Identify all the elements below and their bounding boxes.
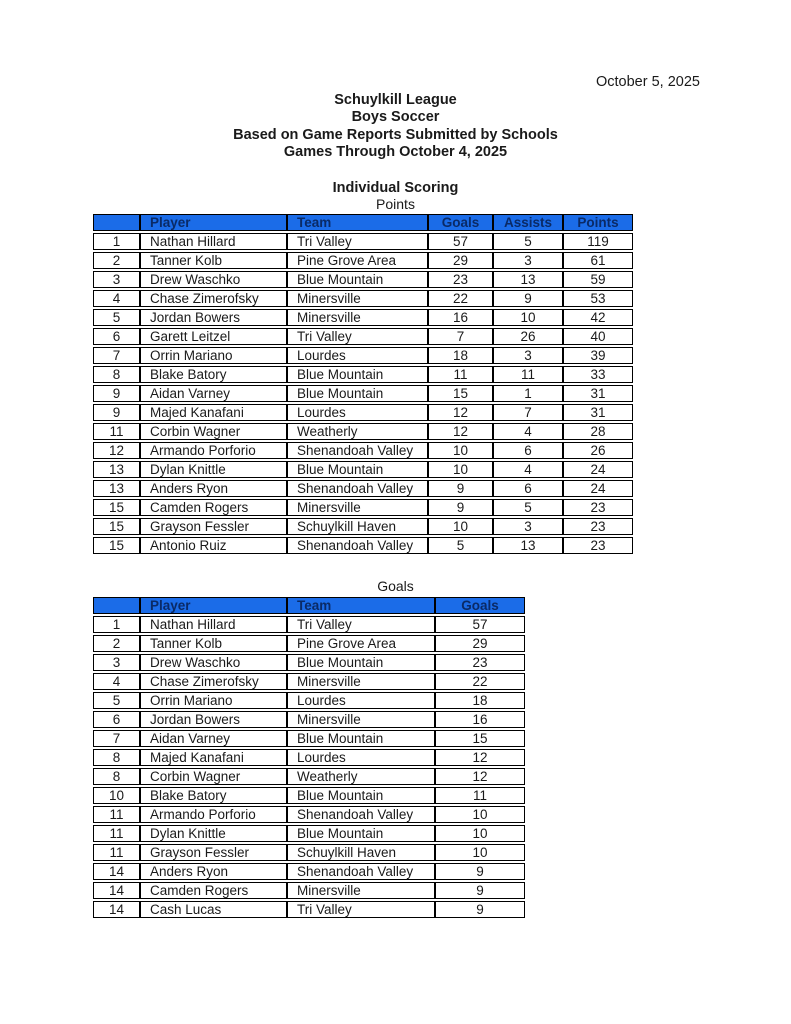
table-cell: Shenandoah Valley [287, 442, 428, 459]
table-cell: Drew Waschko [140, 271, 287, 288]
goals-table [93, 595, 525, 920]
table-row [93, 252, 633, 269]
table-cell: Dylan Knittle [140, 825, 287, 842]
table-cell: 3 [493, 518, 563, 535]
table-cell: 15 [93, 518, 140, 535]
table-cell: Shenandoah Valley [287, 863, 435, 880]
table-cell: Orrin Mariano [140, 692, 287, 709]
table-cell: 23 [563, 518, 633, 535]
table-cell: 9 [93, 404, 140, 421]
table-cell: 14 [93, 882, 140, 899]
report-date: October 5, 2025 [596, 74, 700, 90]
table-cell: Cash Lucas [140, 901, 287, 918]
table-cell: 11 [93, 423, 140, 440]
table-row [93, 844, 525, 861]
table-cell: Schuylkill Haven [287, 518, 428, 535]
table-row [93, 806, 525, 823]
table-cell: Majed Kanafani [140, 749, 287, 766]
points-table-subtitle: Points [376, 196, 415, 212]
table-cell: 6 [93, 711, 140, 728]
table-cell: 13 [493, 537, 563, 554]
table-cell: Tanner Kolb [140, 252, 287, 269]
table-cell: Blake Batory [140, 366, 287, 383]
table-row [93, 480, 633, 497]
table-cell: Pine Grove Area [287, 252, 428, 269]
table-cell: 5 [493, 499, 563, 516]
table-cell: 11 [435, 787, 525, 804]
table-cell: Minersville [287, 499, 428, 516]
table-cell: 4 [493, 423, 563, 440]
table-row [93, 233, 633, 250]
table-cell: 13 [493, 271, 563, 288]
table-cell: Tanner Kolb [140, 635, 287, 652]
table-cell: 3 [93, 271, 140, 288]
table-cell: 5 [93, 309, 140, 326]
table-row [93, 654, 525, 671]
table-cell: Armando Porforio [140, 806, 287, 823]
table-cell: Blue Mountain [287, 654, 435, 671]
table-cell: 10 [435, 844, 525, 861]
table-cell: Blue Mountain [287, 271, 428, 288]
table-cell: 12 [428, 404, 493, 421]
team-column-header: Team [287, 597, 435, 614]
title-line-through-date: Games Through October 4, 2025 [283, 143, 508, 160]
table-row [93, 518, 633, 535]
table-cell: 10 [428, 461, 493, 478]
table-cell: Weatherly [287, 768, 435, 785]
table-cell: 15 [435, 730, 525, 747]
rank-column-header [93, 214, 140, 231]
table-cell: Lourdes [287, 692, 435, 709]
table-cell: 57 [428, 233, 493, 250]
table-row [93, 271, 633, 288]
section-title: Individual Scoring [332, 180, 459, 196]
table-cell: Tri Valley [287, 616, 435, 633]
table-cell: Corbin Wagner [140, 423, 287, 440]
table-cell: Armando Porforio [140, 442, 287, 459]
table-cell: 11 [93, 844, 140, 861]
table-cell: 24 [563, 480, 633, 497]
table-cell: Grayson Fessler [140, 518, 287, 535]
table-cell: 10 [428, 442, 493, 459]
document-title-block [0, 92, 791, 161]
table-row [93, 499, 633, 516]
table-cell: 8 [93, 366, 140, 383]
table-row [93, 882, 525, 899]
table-cell: Drew Waschko [140, 654, 287, 671]
table-cell: 59 [563, 271, 633, 288]
table-cell: 23 [428, 271, 493, 288]
table-cell: 10 [435, 825, 525, 842]
table-cell: 14 [93, 863, 140, 880]
table-cell: 13 [93, 480, 140, 497]
table-cell: Camden Rogers [140, 499, 287, 516]
table-cell: 18 [435, 692, 525, 709]
table-cell: Minersville [287, 309, 428, 326]
table-cell: 13 [93, 461, 140, 478]
table-cell: 11 [93, 825, 140, 842]
table-cell: Orrin Mariano [140, 347, 287, 364]
table-row [93, 730, 525, 747]
table-cell: 26 [563, 442, 633, 459]
table-cell: 10 [435, 806, 525, 823]
table-cell: Shenandoah Valley [287, 806, 435, 823]
table-cell: 9 [428, 480, 493, 497]
table-cell: Blue Mountain [287, 825, 435, 842]
table-cell: 3 [493, 347, 563, 364]
table-row [93, 404, 633, 421]
table-cell: 119 [563, 233, 633, 250]
table-row [93, 366, 633, 383]
goals-table-header-row [93, 597, 525, 614]
table-cell: 10 [93, 787, 140, 804]
table-cell: 11 [428, 366, 493, 383]
table-cell: 5 [93, 692, 140, 709]
table-cell: 14 [93, 901, 140, 918]
team-column-header: Team [287, 214, 428, 231]
table-cell: 4 [93, 290, 140, 307]
table-cell: 6 [493, 480, 563, 497]
table-cell: 33 [563, 366, 633, 383]
table-cell: 12 [435, 768, 525, 785]
table-cell: 28 [563, 423, 633, 440]
table-cell: Jordan Bowers [140, 309, 287, 326]
table-cell: Majed Kanafani [140, 404, 287, 421]
goals-table-subtitle: Goals [377, 578, 414, 594]
table-cell: 24 [563, 461, 633, 478]
table-cell: 1 [493, 385, 563, 402]
table-cell: 12 [435, 749, 525, 766]
table-row [93, 673, 525, 690]
table-row [93, 692, 525, 709]
table-cell: Anders Ryon [140, 480, 287, 497]
table-row [93, 309, 633, 326]
title-line-sport: Boys Soccer [351, 109, 440, 126]
table-cell: Tri Valley [287, 901, 435, 918]
table-row [93, 328, 633, 345]
table-cell: 29 [435, 635, 525, 652]
table-cell: Shenandoah Valley [287, 537, 428, 554]
goals-table-body [93, 616, 525, 918]
table-cell: 10 [493, 309, 563, 326]
points-table-body [93, 233, 633, 554]
table-cell: Nathan Hillard [140, 233, 287, 250]
table-row [93, 711, 525, 728]
table-cell: 53 [563, 290, 633, 307]
table-cell: Chase Zimerofsky [140, 290, 287, 307]
table-cell: Nathan Hillard [140, 616, 287, 633]
table-cell: 12 [93, 442, 140, 459]
table-cell: Anders Ryon [140, 863, 287, 880]
table-row [93, 635, 525, 652]
table-cell: 15 [428, 385, 493, 402]
table-cell: Minersville [287, 711, 435, 728]
table-cell: 7 [493, 404, 563, 421]
title-line-league: Schuylkill League [334, 92, 457, 108]
table-cell: Chase Zimerofsky [140, 673, 287, 690]
table-cell: 39 [563, 347, 633, 364]
table-cell: Blake Batory [140, 787, 287, 804]
player-column-header: Player [140, 597, 287, 614]
table-cell: 7 [93, 730, 140, 747]
assists-column-header: Assists [493, 214, 563, 231]
table-cell: 23 [563, 537, 633, 554]
player-column-header: Player [140, 214, 287, 231]
table-cell: Camden Rogers [140, 882, 287, 899]
table-cell: 18 [428, 347, 493, 364]
table-row [93, 423, 633, 440]
goals-column-header: Goals [435, 597, 525, 614]
table-cell: 31 [563, 404, 633, 421]
table-cell: 8 [93, 768, 140, 785]
table-row [93, 385, 633, 402]
table-row [93, 749, 525, 766]
table-row [93, 901, 525, 918]
table-cell: 29 [428, 252, 493, 269]
points-table [93, 212, 633, 556]
table-cell: 15 [93, 499, 140, 516]
table-cell: Tri Valley [287, 233, 428, 250]
table-cell: 12 [428, 423, 493, 440]
table-row [93, 442, 633, 459]
table-cell: Grayson Fessler [140, 844, 287, 861]
goals-column-header: Goals [428, 214, 493, 231]
table-cell: 22 [428, 290, 493, 307]
table-cell: Minersville [287, 882, 435, 899]
table-cell: 31 [563, 385, 633, 402]
table-cell: 1 [93, 233, 140, 250]
table-cell: Blue Mountain [287, 730, 435, 747]
table-cell: 7 [428, 328, 493, 345]
table-cell: 9 [428, 499, 493, 516]
table-cell: 4 [93, 673, 140, 690]
table-cell: 10 [428, 518, 493, 535]
table-cell: Shenandoah Valley [287, 480, 428, 497]
table-cell: Minersville [287, 673, 435, 690]
table-row [93, 863, 525, 880]
table-cell: Garett Leitzel [140, 328, 287, 345]
table-cell: Blue Mountain [287, 385, 428, 402]
points-column-header: Points [563, 214, 633, 231]
points-table-header-row [93, 214, 633, 231]
table-cell: Pine Grove Area [287, 635, 435, 652]
table-cell: 16 [435, 711, 525, 728]
table-cell: Blue Mountain [287, 461, 428, 478]
table-cell: 11 [93, 806, 140, 823]
table-cell: 11 [493, 366, 563, 383]
table-row [93, 461, 633, 478]
table-row [93, 537, 633, 554]
rank-column-header [93, 597, 140, 614]
table-cell: 22 [435, 673, 525, 690]
table-cell: Weatherly [287, 423, 428, 440]
table-cell: 5 [428, 537, 493, 554]
table-cell: 9 [435, 863, 525, 880]
table-cell: 23 [563, 499, 633, 516]
table-cell: Blue Mountain [287, 366, 428, 383]
table-cell: 9 [493, 290, 563, 307]
table-cell: 2 [93, 252, 140, 269]
table-cell: Lourdes [287, 347, 428, 364]
table-cell: Jordan Bowers [140, 711, 287, 728]
table-cell: 9 [435, 901, 525, 918]
table-cell: Antonio Ruiz [140, 537, 287, 554]
table-cell: Aidan Varney [140, 730, 287, 747]
table-row [93, 290, 633, 307]
table-cell: Corbin Wagner [140, 768, 287, 785]
table-cell: Minersville [287, 290, 428, 307]
table-cell: 6 [493, 442, 563, 459]
table-row [93, 825, 525, 842]
table-cell: Lourdes [287, 404, 428, 421]
table-cell: 3 [93, 654, 140, 671]
table-cell: 5 [493, 233, 563, 250]
title-line-source: Based on Game Reports Submitted by Schools [233, 126, 558, 143]
table-cell: 16 [428, 309, 493, 326]
table-cell: 26 [493, 328, 563, 345]
table-row [93, 787, 525, 804]
table-cell: Lourdes [287, 749, 435, 766]
table-cell: 4 [493, 461, 563, 478]
table-cell: 9 [435, 882, 525, 899]
table-row [93, 616, 525, 633]
table-cell: 9 [93, 385, 140, 402]
table-cell: 15 [93, 537, 140, 554]
table-cell: 8 [93, 749, 140, 766]
table-cell: 61 [563, 252, 633, 269]
table-cell: 57 [435, 616, 525, 633]
table-cell: 7 [93, 347, 140, 364]
table-cell: Dylan Knittle [140, 461, 287, 478]
table-cell: Schuylkill Haven [287, 844, 435, 861]
table-cell: 40 [563, 328, 633, 345]
table-cell: 42 [563, 309, 633, 326]
table-cell: Tri Valley [287, 328, 428, 345]
table-row [93, 768, 525, 785]
table-cell: 1 [93, 616, 140, 633]
table-row [93, 347, 633, 364]
table-cell: 23 [435, 654, 525, 671]
table-cell: 2 [93, 635, 140, 652]
table-cell: 3 [493, 252, 563, 269]
table-cell: Blue Mountain [287, 787, 435, 804]
table-cell: Aidan Varney [140, 385, 287, 402]
table-cell: 6 [93, 328, 140, 345]
